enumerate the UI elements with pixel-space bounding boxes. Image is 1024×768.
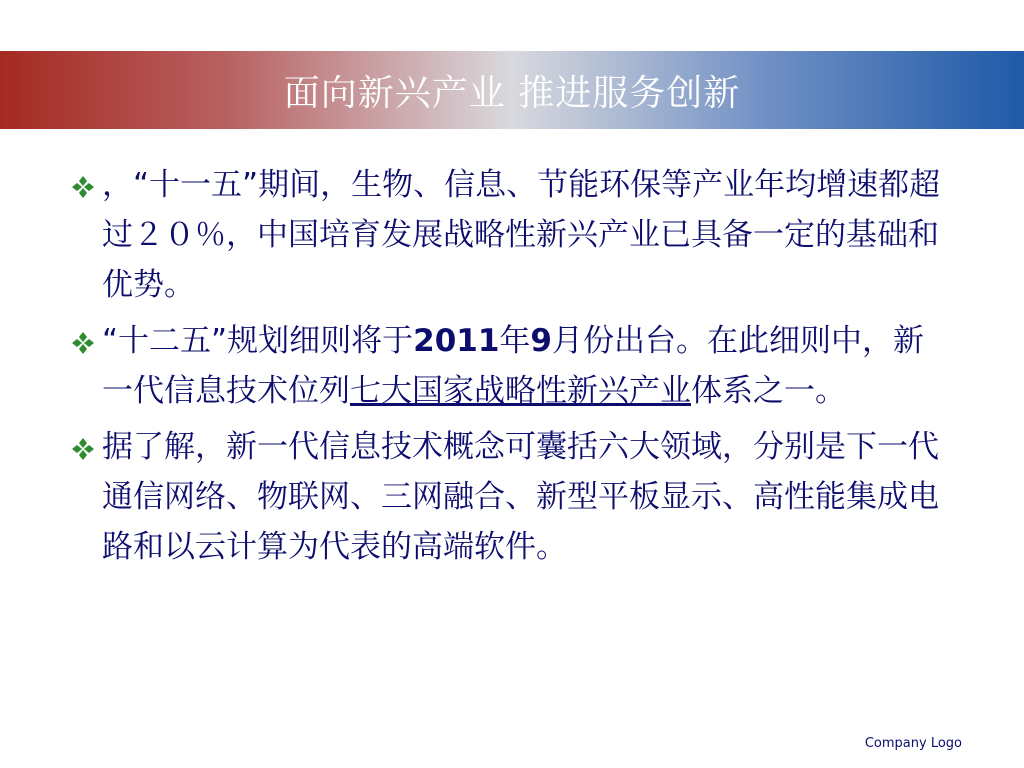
bullet-item-3 [70, 422, 950, 572]
month-text: 9 [530, 323, 552, 359]
bullet-text-part: 年 [499, 323, 531, 359]
slide-title: 面向新兴产业 推进服务创新 [283, 72, 741, 114]
bullet-text-part: “十二五”规划细则将于 [102, 323, 414, 359]
company-logo-text: Company Logo [864, 736, 962, 751]
diamond-bullet-icon [70, 174, 96, 200]
bullet-item-1 [70, 160, 950, 310]
bullet-text: 据了解，新一代信息技术概念可囊括六大领域，分别是下一代通信网络、物联网、三网融合、新型平板显示、高性能集成电路和以云计算为代表的高端软件。 [102, 429, 939, 565]
diamond-bullet-icon [70, 436, 96, 462]
title-bar [0, 51, 1024, 129]
bullet-text-part: 体系之一。 [691, 373, 846, 409]
diamond-bullet-icon [70, 330, 96, 356]
bullet-list [70, 160, 950, 578]
bullet-text: ，“十一五”期间，生物、信息、节能环保等产业年均增速都超过２０％，中国培育发展战略性新兴产业已具备一定的基础和优势。 [102, 167, 941, 303]
bullet-text-part: 月份出台。在此细则中，新一代信息技术位列 [102, 323, 924, 409]
strategic-industries-link[interactable]: 七大国家战略性新兴产业 [350, 373, 691, 409]
bullet-item-2 [70, 316, 950, 416]
year-text: 2011 [413, 323, 500, 359]
